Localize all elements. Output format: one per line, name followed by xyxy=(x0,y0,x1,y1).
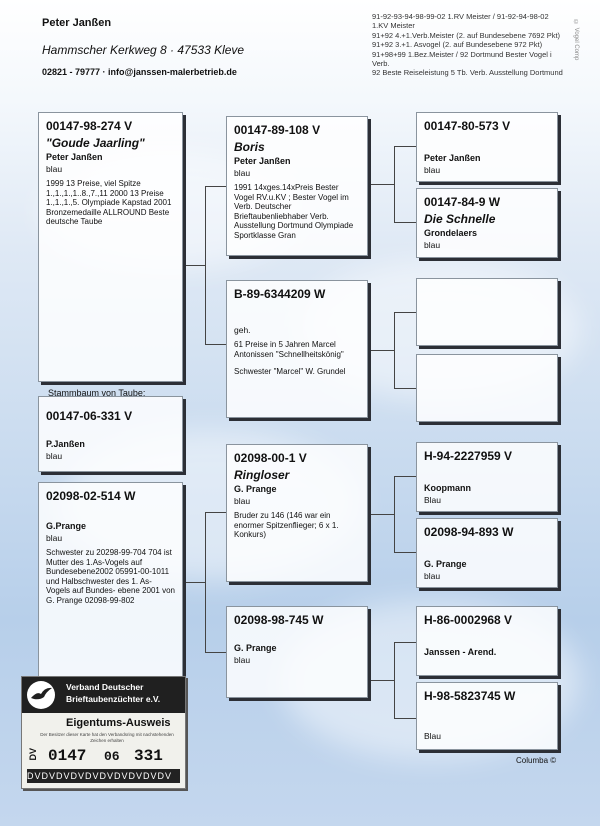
achievements: Schwester zu 20298-99-704 704 ist Mutter des 1.As-Vogels auf Bundesebene2002 05991-00-1011 und Halbschwester des 1. As-Vogels auf Bundes- ebene 2001 von G. Prange 02098-99-802 xyxy=(46,548,175,605)
color: blau xyxy=(234,168,251,178)
pigeon-name: Ringloser xyxy=(234,468,290,482)
color: blau xyxy=(234,655,251,665)
color: blau xyxy=(424,571,441,581)
breeder-address: Hammscher Kerkweg 8 · 47533 Kleve xyxy=(42,43,245,57)
connector xyxy=(394,222,416,223)
sire-sire-card xyxy=(416,112,558,182)
mother-dam-dam-card xyxy=(416,682,558,750)
achievements: 61 Preise in 5 Jahren Marcel Antonissen "Schnellheitskönig" xyxy=(234,340,344,359)
ring-part-2: 06 xyxy=(104,749,120,764)
connector xyxy=(394,312,395,388)
ring-number: 02098-98-745 W xyxy=(234,613,324,627)
sire-dam-card xyxy=(416,188,558,258)
bird-icon xyxy=(27,681,55,709)
ring-number: 02098-94-893 W xyxy=(424,525,514,539)
ring-number: 00147-84-9 W xyxy=(424,195,501,209)
connector xyxy=(394,642,416,643)
color: blau xyxy=(46,451,63,461)
ring-number: H-98-5823745 W xyxy=(424,689,516,703)
ring-number: 00147-06-331 V xyxy=(46,409,133,423)
connector xyxy=(394,388,416,389)
connector xyxy=(205,186,227,187)
ring-number: 00147-80-573 V xyxy=(424,119,511,133)
result-line: 91+92 3.+1. Asvogel (2. auf Bundesebene 972 Pkt) xyxy=(372,40,543,50)
connector xyxy=(183,582,205,583)
connector xyxy=(394,642,395,718)
owner: Grondelaers xyxy=(424,228,478,238)
connector xyxy=(394,552,416,553)
ring-part-1: 0147 xyxy=(48,747,87,765)
pigeon-name: Die Schnelle xyxy=(424,212,496,226)
copyright: Columba © xyxy=(516,756,557,765)
connector xyxy=(368,350,394,351)
stammbaum-card xyxy=(38,396,183,472)
dam-sire-card xyxy=(416,278,558,346)
breeder-contact: 02821 - 79777 · info@janssen-malerbetrieb.de xyxy=(42,67,237,77)
color: blau xyxy=(424,240,441,250)
connector xyxy=(368,184,394,185)
connector xyxy=(205,186,206,344)
connector xyxy=(205,344,227,345)
mother-sire-dam-card xyxy=(416,518,558,588)
sire-card xyxy=(226,116,368,256)
owner: G. Prange xyxy=(234,484,277,494)
stammbaum-label: Stammbaum von Taube: xyxy=(48,388,146,398)
breeder-name: Peter Janßen xyxy=(42,17,112,29)
color: blau xyxy=(46,164,63,174)
dam-dam-card xyxy=(416,354,558,422)
ring-number: 00147-98-274 V xyxy=(46,119,133,133)
note: Schwester "Marcel" W. Grundel xyxy=(234,367,346,376)
side-watermark: © Vogel Comp xyxy=(573,20,579,61)
card-header xyxy=(22,677,185,713)
connector xyxy=(394,718,416,719)
ring-number: 02098-00-1 V xyxy=(234,451,307,465)
org-line2: Brieftaubenzüchter e.V. xyxy=(66,694,161,704)
owner: Peter Janßen xyxy=(234,156,291,166)
result-line: 91+92 4.+1.Verb.Meister (2. auf Bundesebene 7692 Pkt) xyxy=(372,30,561,40)
bird-logo-icon xyxy=(27,681,55,709)
security-strip: DVDVDVDVDVDVDVDVDVDV xyxy=(27,769,180,783)
results-list xyxy=(372,12,564,78)
card-subtitle: Der Besitzer dieser Karte hat den Verbandsring mit nachstehenden Zeichen erhalten xyxy=(40,732,174,743)
achievements: 1991 14xges.14xPreis Bester Vogel RV.u.KV ; Bester Vogel im Verb. Deutscher Brieftaubenliebhaber Verb. Ausstellung Dortmund Olympiade Sportklasse Gran xyxy=(234,183,354,240)
card-title: Eigentums-Ausweis xyxy=(66,717,171,729)
ring-number: H-86-0002968 V xyxy=(424,613,513,627)
achievements: Bruder zu 146 (146 war ein enormer Spitzenflieger; 6 x 1. Konkurs) xyxy=(234,511,339,539)
owner: G. Prange xyxy=(424,559,467,569)
org-line1: Verband Deutscher xyxy=(66,682,144,692)
dam-card xyxy=(226,280,368,418)
mother-dam-card xyxy=(226,606,368,698)
ring-number: B-89-6344209 W xyxy=(234,287,326,301)
owner: Janssen - Arend. xyxy=(424,647,497,657)
result-line: 91+98+99 1.Bez.Meister / 92 Dortmund Bester Vogel i Verb. xyxy=(372,49,552,69)
owner: G.Prange xyxy=(46,521,87,531)
achievements: 1999 13 Preise, viel Spitze 1.,1.,1.,1..8.,7.,11 2000 13 Preise 1.,1.,1.,5. Olympiade Kapstad 2001 Bronzemedaille ALLROUND Beste deutsche Taube xyxy=(46,179,172,226)
dv-label: DV xyxy=(28,748,38,761)
color: geh. xyxy=(234,325,251,335)
result-line: 92 Beste Reiseleistung 5 Tb. Verb. Ausstellung Dortmund xyxy=(372,68,563,78)
connector xyxy=(205,512,206,652)
connector xyxy=(394,146,395,222)
ring-part-3: 331 xyxy=(134,747,163,765)
color: blau xyxy=(424,165,441,175)
mother-sire-card xyxy=(226,444,368,582)
connector xyxy=(368,514,394,515)
connector xyxy=(368,680,394,681)
owner: P.Janßen xyxy=(46,439,85,449)
result-line: 91-92-93-94-98-99-02 1.RV Meister / 91-92-94-98-02 1.KV Meister xyxy=(372,12,549,31)
owner: Koopmann xyxy=(424,483,471,493)
color: blau xyxy=(46,533,63,543)
owner: Peter Janßen xyxy=(46,152,103,162)
pigeon-name: "Goude Jaarling" xyxy=(46,136,145,150)
connector xyxy=(394,312,416,313)
connector xyxy=(394,476,395,552)
owner: G. Prange xyxy=(234,643,277,653)
pigeon-name: Boris xyxy=(234,140,265,154)
mother-card xyxy=(38,482,183,682)
ring-number: H-94-2227959 V xyxy=(424,449,513,463)
color: Blau xyxy=(424,495,442,505)
owner: Peter Janßen xyxy=(424,153,481,163)
connector xyxy=(183,265,205,266)
connector xyxy=(394,476,416,477)
connector xyxy=(394,146,416,147)
color: blau xyxy=(234,496,251,506)
ring-number: 00147-89-108 V xyxy=(234,123,321,137)
connector xyxy=(205,512,227,513)
mother-dam-sire-card xyxy=(416,606,558,676)
connector xyxy=(205,652,227,653)
color: Blau xyxy=(424,731,442,741)
subject-pigeon-card xyxy=(38,112,183,382)
ownership-card xyxy=(21,676,186,789)
ring-number: 02098-02-514 W xyxy=(46,489,136,503)
mother-sire-sire-card xyxy=(416,442,558,512)
